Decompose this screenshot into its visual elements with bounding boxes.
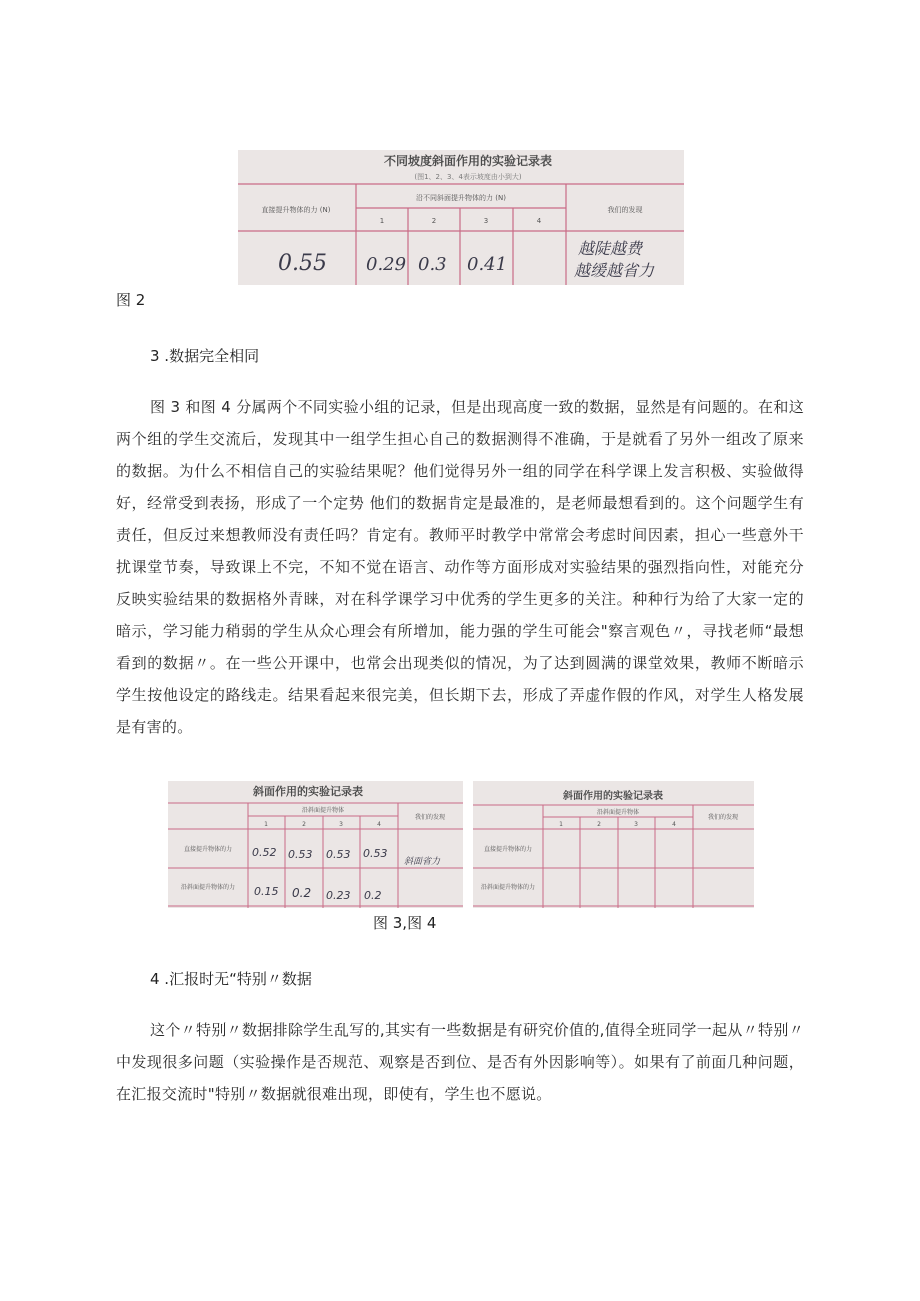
fig2-col-num-1: 1 bbox=[379, 217, 385, 225]
fig2-col-direct: 直接提升物体的力 (N) bbox=[261, 206, 331, 214]
figure-2-photo bbox=[238, 150, 684, 285]
figure-4-table bbox=[473, 781, 754, 908]
fig3-row1-val-2: 0.53 bbox=[288, 848, 313, 861]
figure-3-photo bbox=[168, 781, 463, 908]
fig3-col-header: 沿斜面提升物体 bbox=[301, 807, 345, 814]
fig2-value-slope-3: 0.41 bbox=[467, 254, 508, 275]
fig3-col-num-3: 3 bbox=[339, 821, 343, 828]
fig2-finding-2: 越缓越省力 bbox=[574, 261, 655, 280]
section-4-paragraph: 这个〃特别〃数据排除学生乱写的,其实有一些数据是有研究价值的,值得全班同学一起从〃特别〃中发现很多问题（实验操作是否规范、观察是否到位、是否有外因影响等）。如果有了前面几种问题，在汇报交流时"特别〃数据就很难出现，即使有，学生也不愿说。 bbox=[116, 1021, 804, 1103]
fig3-row2-val-2: 0.2 bbox=[292, 886, 312, 900]
fig3-table-title: 斜面作用的实验记录表 bbox=[253, 785, 363, 798]
fig2-value-slope-1: 0.29 bbox=[366, 254, 407, 275]
fig2-table-title: 不同坡度斜面作用的实验记录表 bbox=[383, 154, 553, 168]
fig3-row2-label: 沿斜面提升物体的力 bbox=[180, 884, 236, 891]
figure-2-table bbox=[238, 150, 684, 285]
fig4-row1-label: 直接提升物体的力 bbox=[483, 846, 533, 853]
fig4-col-num-1: 1 bbox=[559, 821, 563, 828]
fig3-row2-val-1: 0.15 bbox=[254, 885, 279, 898]
fig4-col-header: 沿斜面提升物体 bbox=[596, 809, 640, 816]
fig2-col-slope-header: 沿不同斜面提升物体的力 (N) bbox=[416, 194, 506, 202]
section-3-paragraph: 图 3 和图 4 分属两个不同实验小组的记录，但是出现高度一致的数据，显然是有问题的。在和这两个组的学生交流后，发现其中一组学生担心自己的数据测得不准确，于是就看了另外一组改了原来的数据。为什么不相信自己的实验结果呢？他们觉得另外一组的同学在科学课上发言积极、实验做得好，经常受到表扬，形成了一个定势 他们的数据肯定是最准的，是老师最想看到的。这个问题学生有责任，但反过来想教师没有责任吗？肯定有。教师平时教学中常常会考虑时间因素，担心一些意外干扰课堂节奏，导致课上不完，不知不觉在语言、动作等方面形成对实验结果的强烈指向性，对能充分反映实验结果的数据格外青睐，对在科学课学习中优秀的学生更多的关注。种种行为给了大家一定的暗示，学习能力稍弱的学生从众心理会有所增加，能力强的学生可能会"察言观色〃，寻找老师“最想看到的数据〃。在一些公开课中，也常会出现类似的情况，为了达到圆满的课堂效果，教师不断暗示学生按他设定的路线走。结果看起来很完美，但长期下去，形成了弄虚作假的作风，对学生人格发展是有害的。 bbox=[116, 398, 804, 736]
fig2-finding-1: 越陡越费 bbox=[578, 239, 643, 258]
figure-2-caption: 图 2 bbox=[116, 291, 146, 309]
fig3-row2-val-3: 0.23 bbox=[326, 889, 351, 902]
fig2-table-subtitle: (图1、2、3、4表示坡度由小到大) bbox=[414, 173, 522, 181]
fig3-col-num-2: 2 bbox=[302, 821, 306, 828]
fig2-col-num-4: 4 bbox=[536, 217, 542, 225]
fig2-col-num-2: 2 bbox=[431, 217, 437, 225]
fig2-col-findings: 我们的发现 bbox=[607, 206, 643, 214]
fig4-table-title: 斜面作用的实验记录表 bbox=[563, 791, 663, 802]
fig2-value-slope-2: 0.3 bbox=[418, 254, 447, 275]
fig3-col-findings: 我们的发现 bbox=[414, 814, 446, 821]
fig4-col-num-4: 4 bbox=[672, 821, 676, 828]
fig4-row2-label: 沿斜面提升物体的力 bbox=[480, 884, 536, 891]
fig3-row1-val-1: 0.52 bbox=[252, 846, 277, 859]
fig3-col-num-1: 1 bbox=[264, 821, 268, 828]
fig4-col-num-2: 2 bbox=[597, 821, 601, 828]
fig4-col-findings: 我们的发现 bbox=[707, 814, 739, 821]
fig4-col-num-3: 3 bbox=[634, 821, 638, 828]
fig3-col-num-4: 4 bbox=[377, 821, 381, 828]
section-3-heading: 3 .数据完全相同 bbox=[150, 347, 260, 365]
figure-4-photo bbox=[473, 781, 754, 908]
figure-3-table bbox=[168, 781, 463, 908]
section-4-heading: 4 .汇报时无“特别〃数据 bbox=[150, 970, 312, 988]
fig3-row2-val-4: 0.2 bbox=[364, 889, 382, 902]
fig2-value-direct: 0.55 bbox=[278, 251, 327, 276]
fig3-row1-val-3: 0.53 bbox=[326, 848, 351, 861]
figures-3-4-caption: 图 3,图 4 bbox=[373, 914, 437, 932]
fig3-row1-label: 直接提升物体的力 bbox=[183, 846, 233, 853]
fig3-finding: 斜面省力 bbox=[404, 857, 441, 867]
fig3-row1-val-4: 0.53 bbox=[363, 847, 388, 860]
fig2-col-num-3: 3 bbox=[483, 217, 489, 225]
